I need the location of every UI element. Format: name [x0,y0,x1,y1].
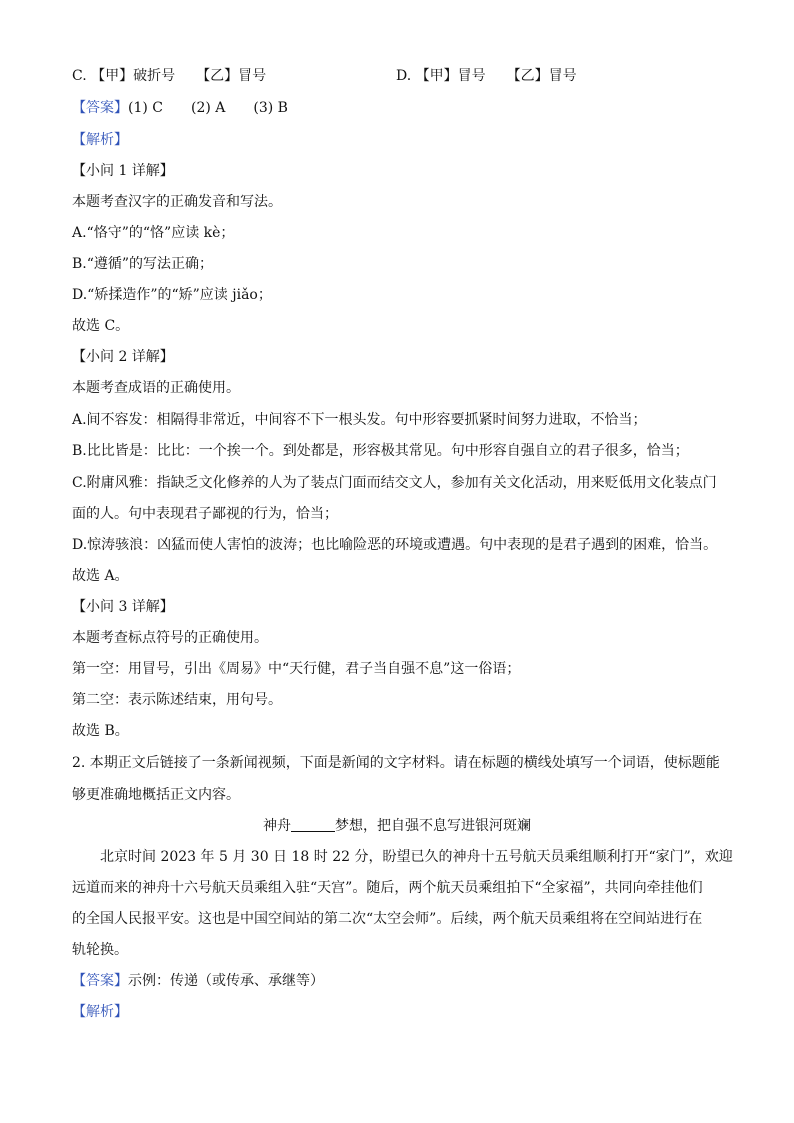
news-title-after: 梦想，把自强不息写进银河斑斓 [335,818,531,834]
news-passage-line: 的全国人民报平安。这也是中国空间站的第二次“太空会师”。后续，两个航天员乘组将在空间站进行在 [72,911,703,927]
sub1-line: B.“遵循”的写法正确； [72,256,214,272]
news-passage-line: 北京时间 2023 年 5 月 30 日 18 时 22 分，盼望已久的神舟十五号航天员乘组顺利打开“家门”，欢迎 [100,849,733,865]
answer-text: 示例：传递（或传承、承继等） [128,973,324,989]
sub2-line: C.附庸风雅：指缺乏文化修养的人为了装点门面而结交文人，参加有关文化活动，用来贬低用文化装点门 [72,475,717,491]
sub1-heading: 【小问 1 详解】 [72,163,174,179]
fill-in-blank[interactable] [291,817,335,832]
answer-label: 【答案】 [72,973,128,989]
sub3-line: 第一空：用冒号，引出《周易》中“天行健，君子当自强不息”这一俗语； [72,661,521,677]
answer-line-q2 [72,971,722,991]
answer-line-q1 [72,98,722,118]
sub3-line: 第二空：表示陈述结束，用句号。 [72,692,282,708]
sub3-line: 故选 B。 [72,723,129,739]
answer-label: 【答案】 [72,100,128,116]
analysis-label: 【解析】 [72,132,128,148]
news-passage-line: 远道而来的神舟十六号航天员乘组入驻“天宫”。随后，两个航天员乘组拍下“全家福”，共同向牵挂他们 [72,880,703,896]
analysis-label: 【解析】 [72,1004,128,1020]
sub1-line: A.“恪守”的“恪”应读 kè； [72,225,235,241]
q2-stem: 够更准确地概括正文内容。 [72,787,240,803]
q2-stem: 2. 本期正文后链接了一条新闻视频，下面是新闻的文字材料。请在标题的横线处填写一个词语，使标题能 [72,755,720,771]
news-title-before: 神舟 [263,818,291,834]
option-c: C. 【甲】破折号 【乙】冒号 [72,68,267,84]
sub2-line: D.惊涛骇浪：凶猛而使人害怕的波涛；也比喻险恶的环境或遭遇。句中表现的是君子遇到的困难，恰当。 [72,537,718,553]
option-d: D. 【甲】冒号 【乙】冒号 [396,68,577,84]
sub2-line: A.间不容发：相隔得非常近，中间容不下一根头发。句中形容要抓紧时间努力进取，不恰当； [72,412,647,428]
sub2-line: 本题考查成语的正确使用。 [72,380,240,396]
answer-text: (1) C (2) A (3) B [128,100,288,116]
sub1-line: 本题考查汉字的正确发音和写法。 [72,194,282,210]
sub3-heading: 【小问 3 详解】 [72,599,174,615]
sub3-line: 本题考查标点符号的正确使用。 [72,630,268,646]
sub2-line: 故选 A。 [72,568,129,584]
sub1-line: 故选 C。 [72,318,130,334]
sub2-heading: 【小问 2 详解】 [72,349,174,365]
sub1-line: D.“矫揉造作”的“矫”应读 jiǎo； [72,287,272,303]
sub2-line: 面的人。句中表现君子鄙视的行为，恰当； [72,506,338,522]
sub2-line: B.比比皆是：比比：一个挨一个。到处都是，形容极其常见。句中形容自强自立的君子很多，恰当； [72,443,689,459]
news-title [0,816,794,836]
news-passage-line: 轨轮换。 [72,942,128,958]
